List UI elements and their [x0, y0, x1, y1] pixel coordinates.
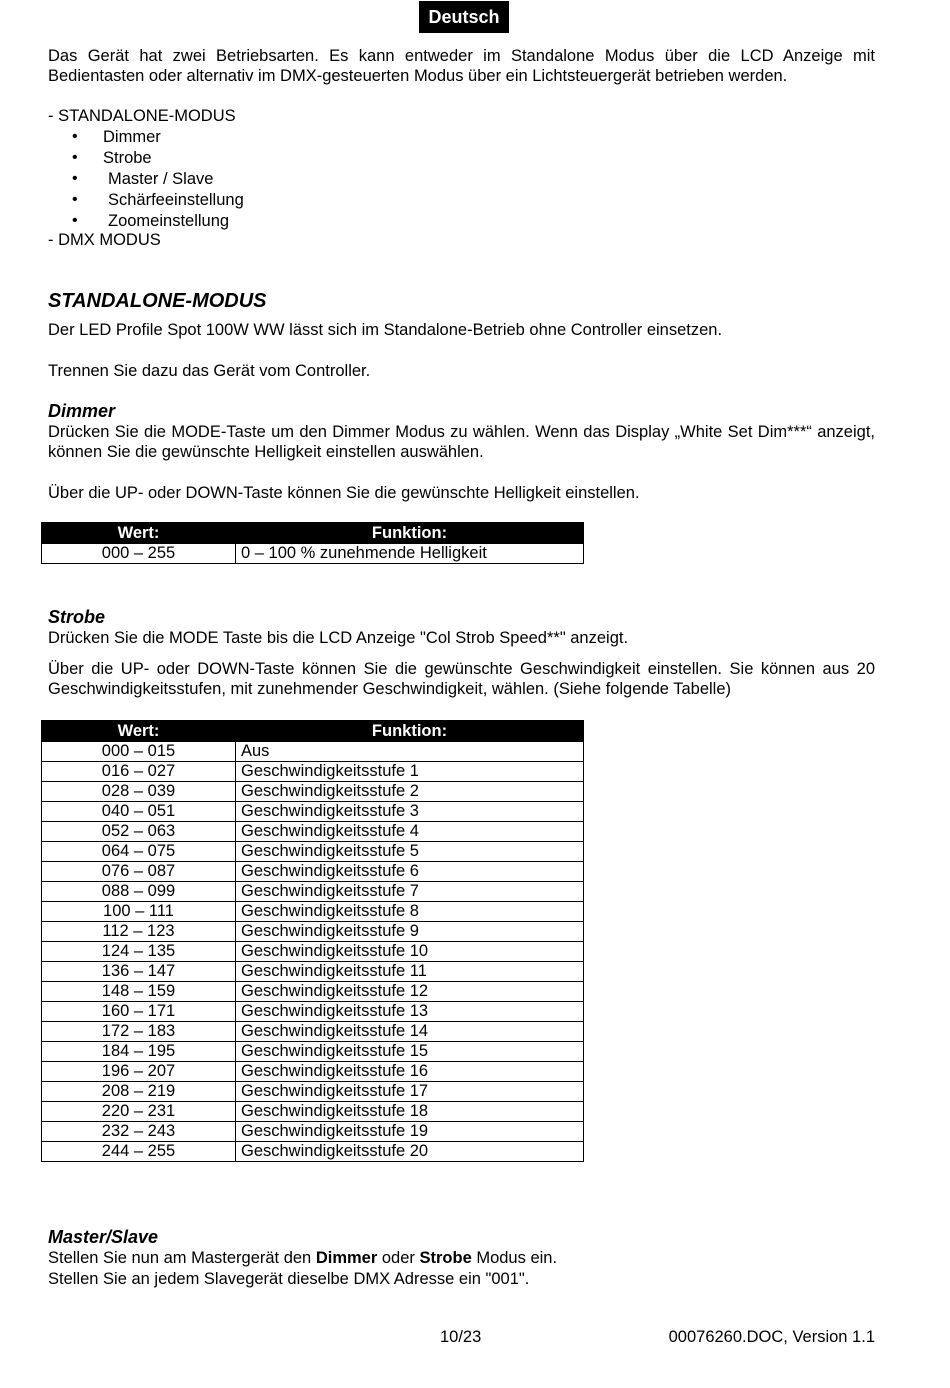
language-badge: Deutsch	[419, 1, 509, 33]
value-cell: 000 – 255	[42, 544, 236, 564]
table-header-row	[42, 523, 584, 544]
table-row	[42, 922, 584, 942]
table-row	[42, 1062, 584, 1082]
function-cell: Geschwindigkeitsstufe 4	[236, 822, 584, 842]
function-cell: Geschwindigkeitsstufe 18	[236, 1102, 584, 1122]
function-cell: Geschwindigkeitsstufe 8	[236, 902, 584, 922]
table-row	[42, 902, 584, 922]
mode-dmx-label: - DMX MODUS	[48, 231, 161, 249]
mode-item: Zoomeinstellung	[108, 212, 230, 230]
standalone-paragraph-2: Trennen Sie dazu das Gerät vom Controller.	[48, 362, 371, 380]
table-row	[42, 1082, 584, 1102]
value-cell: 232 – 243	[42, 1122, 236, 1142]
bullet-icon: •	[72, 191, 78, 208]
function-cell: Geschwindigkeitsstufe 9	[236, 922, 584, 942]
function-cell: Geschwindigkeitsstufe 20	[236, 1142, 584, 1162]
function-cell: Geschwindigkeitsstufe 1	[236, 762, 584, 782]
mode-item: Schärfeeinstellung	[108, 191, 244, 209]
value-cell: 052 – 063	[42, 822, 236, 842]
dimmer-heading: Dimmer	[48, 401, 116, 421]
master-slave-line-1	[48, 1248, 557, 1268]
function-cell: Geschwindigkeitsstufe 10	[236, 942, 584, 962]
value-cell: 172 – 183	[42, 1022, 236, 1042]
bullet-icon: •	[72, 170, 78, 187]
master-slave-heading: Master/Slave	[48, 1227, 159, 1247]
standalone-paragraph-1: Der LED Profile Spot 100W WW lässt sich im Standalone-Betrieb ohne Controller einsetzen.	[48, 321, 723, 339]
function-cell: Geschwindigkeitsstufe 12	[236, 982, 584, 1002]
function-cell: Geschwindigkeitsstufe 2	[236, 782, 584, 802]
table-row	[42, 544, 584, 564]
value-cell: 160 – 171	[42, 1002, 236, 1022]
table-row	[42, 942, 584, 962]
value-cell: 000 – 015	[42, 742, 236, 762]
table-header-row	[42, 721, 584, 742]
function-cell: Geschwindigkeitsstufe 16	[236, 1062, 584, 1082]
page-number: 10/23	[440, 1328, 482, 1346]
function-cell: Geschwindigkeitsstufe 17	[236, 1082, 584, 1102]
strobe-heading: Strobe	[48, 607, 106, 627]
document-version: 00076260.DOC, Version 1.1	[668, 1328, 875, 1346]
dimmer-paragraph-1: Drücken Sie die MODE-Taste um den Dimmer Modus zu wählen. Wenn das Display „White Set Dim***“ anzeigt, können Sie die gewünschte Helligkeit einstellen auswählen.	[48, 423, 875, 461]
function-cell: Geschwindigkeitsstufe 3	[236, 802, 584, 822]
table-row	[42, 822, 584, 842]
table-row	[42, 1102, 584, 1122]
value-cell: 100 – 111	[42, 902, 236, 922]
table-row	[42, 1042, 584, 1062]
table-row	[42, 862, 584, 882]
table-row	[42, 782, 584, 802]
value-cell: 136 – 147	[42, 962, 236, 982]
value-cell: 196 – 207	[42, 1062, 236, 1082]
mode-item: Master / Slave	[108, 170, 214, 188]
value-cell: 028 – 039	[42, 782, 236, 802]
table-row	[42, 1122, 584, 1142]
function-cell: Geschwindigkeitsstufe 13	[236, 1002, 584, 1022]
column-header-function: Funktion:	[236, 523, 584, 544]
function-cell: Geschwindigkeitsstufe 6	[236, 862, 584, 882]
function-cell: 0 – 100 % zunehmende Helligkeit	[236, 544, 584, 564]
column-header-function: Funktion:	[236, 721, 584, 742]
value-cell: 148 – 159	[42, 982, 236, 1002]
value-cell: 016 – 027	[42, 762, 236, 782]
mode-item: Strobe	[103, 149, 152, 167]
value-cell: 244 – 255	[42, 1142, 236, 1162]
value-cell: 040 – 051	[42, 802, 236, 822]
strobe-paragraph-2: Über die UP- oder DOWN-Taste können Sie die gewünschte Geschwindigkeit einstellen. Sie können aus 20 Geschwindigkeitsstufen, mit zunehmender Geschwindigkeit, wählen. (Siehe folgende Tabelle)	[48, 660, 875, 698]
column-header-value: Wert:	[42, 721, 236, 742]
table-row	[42, 802, 584, 822]
bullet-icon: •	[72, 149, 78, 166]
mode-standalone-label: - STANDALONE-MODUS	[48, 107, 236, 125]
value-cell: 064 – 075	[42, 842, 236, 862]
value-cell: 124 – 135	[42, 942, 236, 962]
table-row	[42, 762, 584, 782]
value-cell: 088 – 099	[42, 882, 236, 902]
function-cell: Aus	[236, 742, 584, 762]
value-cell: 184 – 195	[42, 1042, 236, 1062]
value-cell: 112 – 123	[42, 922, 236, 942]
strobe-paragraph-1: Drücken Sie die MODE Taste bis die LCD Anzeige "Col Strob Speed**" anzeigt.	[48, 629, 629, 647]
table-row	[42, 962, 584, 982]
table-row	[42, 842, 584, 862]
intro-paragraph: Das Gerät hat zwei Betriebsarten. Es kann entweder im Standalone Modus über die LCD Anzeige mit Bedientasten oder alternativ im DMX-gesteuerten Modus über ein Lichtsteuergerät betrieben werden.	[48, 47, 875, 85]
column-header-value: Wert:	[42, 523, 236, 544]
table-row	[42, 1002, 584, 1022]
dimmer-mode-term: Dimmer	[315, 1249, 378, 1267]
text-segment: oder	[377, 1249, 420, 1267]
function-cell: Geschwindigkeitsstufe 19	[236, 1122, 584, 1142]
table-row	[42, 742, 584, 762]
function-cell: Geschwindigkeitsstufe 7	[236, 882, 584, 902]
table-row	[42, 982, 584, 1002]
table-row	[42, 882, 584, 902]
function-cell: Geschwindigkeitsstufe 14	[236, 1022, 584, 1042]
table-row	[42, 1022, 584, 1042]
standalone-heading: STANDALONE-MODUS	[48, 290, 267, 312]
mode-item: Dimmer	[103, 128, 161, 146]
master-slave-line-2: Stellen Sie an jedem Slavegerät dieselbe DMX Adresse ein "001".	[48, 1270, 530, 1288]
function-cell: Geschwindigkeitsstufe 5	[236, 842, 584, 862]
bullet-icon: •	[72, 128, 78, 145]
dimmer-table	[41, 522, 584, 564]
value-cell: 220 – 231	[42, 1102, 236, 1122]
value-cell: 208 – 219	[42, 1082, 236, 1102]
text-segment: Modus ein.	[471, 1249, 558, 1267]
strobe-table	[41, 720, 584, 1162]
function-cell: Geschwindigkeitsstufe 11	[236, 962, 584, 982]
bullet-icon: •	[72, 212, 78, 229]
text-segment: Stellen Sie nun am Mastergerät den	[48, 1249, 316, 1267]
dimmer-paragraph-2: Über die UP- oder DOWN-Taste können Sie die gewünschte Helligkeit einstellen.	[48, 484, 640, 502]
strobe-mode-term: Strobe	[419, 1249, 472, 1267]
table-row	[42, 1142, 584, 1162]
function-cell: Geschwindigkeitsstufe 15	[236, 1042, 584, 1062]
value-cell: 076 – 087	[42, 862, 236, 882]
